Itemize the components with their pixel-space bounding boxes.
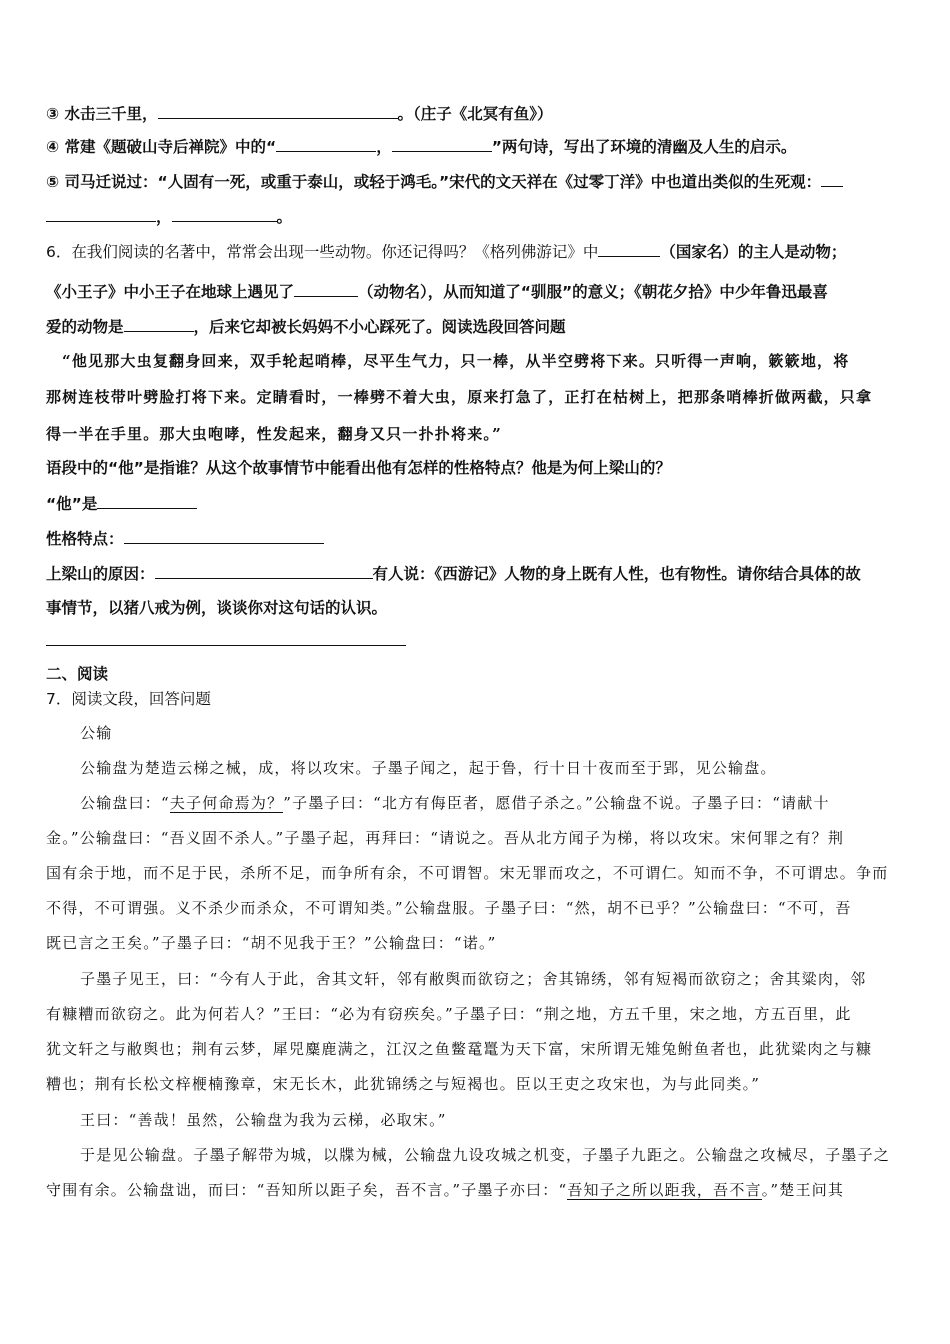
passage-line: 既已言之王矣。”子墨子曰：“胡不见我于王？”公输盘曰：“诺。” [46, 934, 497, 952]
answer-blank[interactable] [158, 102, 398, 119]
q6-line1: 6．在我们阅读的名著中，常常会出现一些动物。你还记得吗？《格列佛游记》中 （国家名）的主人是动物； [46, 240, 910, 263]
answer-blank[interactable] [124, 315, 194, 332]
answer-blank[interactable] [294, 280, 358, 297]
passage-line: 守围有余。公输盘诎，而曰：“吾知所以距子矣，吾不言。”子墨子亦曰：“吾知子之所以距我，吾不言。”楚王问其 [46, 1181, 845, 1199]
passage-line: 糟也；荆有长松文梓楩楠豫章，宋无长木，此犹锦绣之与短褐也。臣以王吏之攻宋也，为与此同类。” [46, 1075, 761, 1093]
underlined-sentence: 夫子何命焉为？ [169, 794, 284, 812]
q6-reason-line2: 事情节，以猪八戒为例，谈谈你对这句话的认识。 [46, 599, 388, 617]
section-heading: 二、阅读 [46, 665, 109, 683]
excerpt-line: 那树连枝带叶劈脸打将下来。定睛看时，一棒劈不着大虫，原来打急了，正打在枯树上，把那条哨棒折做两截，只拿 [46, 388, 873, 406]
answer-blank[interactable] [276, 135, 376, 152]
q6-question: 语段中的“他”是指谁？从这个故事情节中能看出他有怎样的性格特点？他是为何上梁山的？ [46, 459, 671, 477]
answer-rule[interactable] [46, 645, 406, 646]
excerpt-line: 得一半在手里。那大虫咆哮，性发起来，翻身又只一扑扑将来。” [46, 425, 502, 443]
passage-line: 金。”公输盘曰：“吾义固不杀人。”子墨子起，再拜曰：“请说之。吾从北方闻子为梯，将以攻宋。宋何罪之有？荆 [46, 829, 845, 847]
q6-reason-line: 上梁山的原因： 有人说：《西游记》人物的身上既有人性，也有物性。请你结合具体的故 [46, 562, 910, 585]
answer-blank[interactable] [821, 170, 843, 187]
answer-blank[interactable] [598, 240, 660, 257]
passage-paragraph: 于是见公输盘。子墨子解带为城，以牒为械，公输盘九设攻城之机变，子墨子九距之。公输盘之攻械尽，子墨子之 [80, 1146, 891, 1164]
passage-line: 不得，不可谓强。义不杀少而杀众，不可谓知类。”公输盘服。子墨子曰：“然，胡不已乎？”公输盘曰：“不可，吾 [46, 899, 852, 917]
passage-paragraph: 公输盘为楚造云梯之械，成，将以攻宋。子墨子闻之，起于鲁，行十日十夜而至于郢，见公输盘。 [80, 759, 777, 777]
q5-item5: ⑤ 司马迁说过：“人固有一死，或重于泰山，或轻于鸿毛。”宋代的文天祥在《过零丁洋》中也道出类似的生死观： [46, 170, 910, 193]
passage-line: 国有余于地，而不足于民，杀所不足，而争所有余，不可谓智。宋无罪而攻之，不可谓仁。知而不争，不可谓忠。争而 [46, 864, 889, 882]
q6-he-line: “他”是 [46, 492, 910, 515]
q6-line3: 爱的动物是 ，后来它却被长妈妈不小心踩死了。阅读选段回答问题 [46, 315, 910, 338]
answer-blank[interactable] [46, 205, 156, 222]
passage-paragraph: 王曰：“善哉！虽然，公输盘为我为云梯，必取宋。” [80, 1111, 447, 1129]
q5-item5-cont: ， 。 [46, 205, 910, 228]
answer-blank[interactable] [392, 135, 492, 152]
answer-blank[interactable] [155, 562, 373, 579]
q5-item4: ④ 常建《题破山寺后禅院》中的“ ， ”两句诗，写出了环境的清幽及人生的启示。 [46, 135, 910, 158]
q6-line2: 《小王子》中小王子在地球上遇见了 （动物名），从而知道了“驯服”的意义；《朝花夕拾》中少年鲁迅最喜 [46, 280, 910, 303]
answer-blank[interactable] [124, 527, 324, 544]
answer-blank[interactable] [172, 205, 277, 222]
passage-title: 公输 [80, 724, 113, 742]
passage-paragraph: 子墨子见王，曰：“今有人于此，舍其文轩，邻有敝舆而欲窃之；舍其锦绣，邻有短褐而欲窃之；舍其粱肉，邻 [80, 970, 867, 988]
underlined-sentence: 吾知子之所以距我，吾不言 [567, 1181, 762, 1199]
passage-line: 有糠糟而欲窃之。此为何若人？”王曰：“必为有窃疾矣。”子墨子曰：“荆之地，方五千里，宋之地，方五百里，此 [46, 1005, 852, 1023]
q5-item3: ③ 水击三千里， 。（庄子《北冥有鱼》） [46, 102, 910, 125]
q6-trait-line: 性格特点： [46, 527, 910, 550]
answer-blank[interactable] [97, 492, 197, 509]
passage-paragraph: 公输盘曰：“夫子何命焉为？”子墨子曰：“北方有侮臣者，愿借子杀之。”公输盘不说。子墨子曰：“请献十 [80, 794, 830, 812]
excerpt-line: “他见那大虫复翻身回来，双手轮起哨棒，尽平生气力，只一棒，从半空劈将下来。只听得一声响，簌簌地，将 [62, 352, 850, 370]
q7-title: 7．阅读文段，回答问题 [46, 690, 211, 708]
passage-line: 犹文轩之与敝舆也；荆有云梦，犀兕麋鹿满之，江汉之鱼鳖鼋鼍为天下富，宋所谓无雉兔鲋鱼者也，此犹粱肉之与糠 [46, 1040, 873, 1058]
